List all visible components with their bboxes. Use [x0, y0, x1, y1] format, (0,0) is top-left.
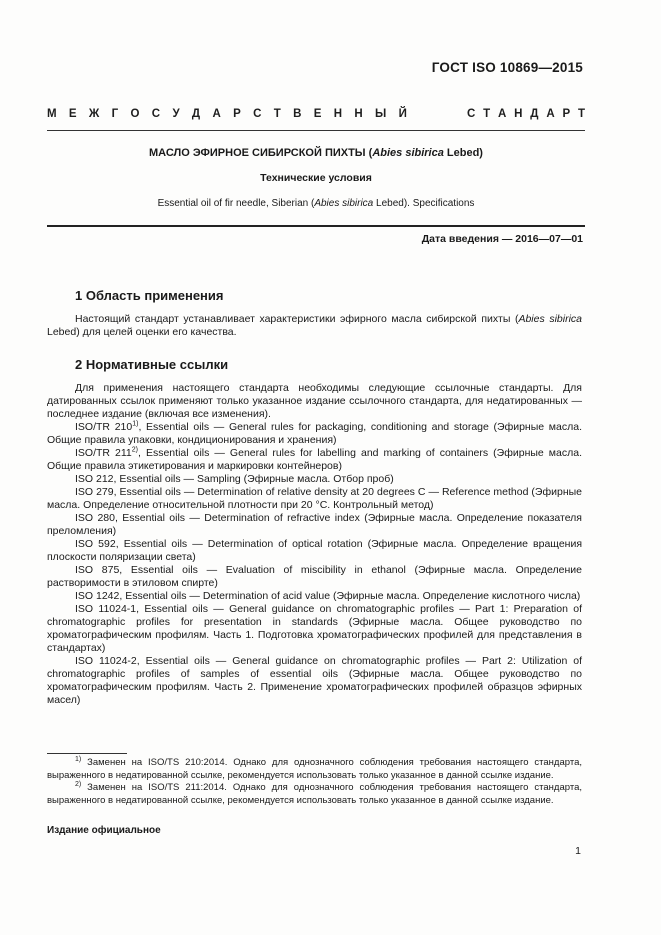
banner-letter: А — [546, 108, 555, 120]
banner-letter: Е — [313, 108, 322, 120]
banner-letter: Ж — [88, 108, 100, 120]
banner-letter: Г — [111, 108, 119, 120]
reference-text: , Essential oils — Determination of acid value (Эфирные масла. Определение кислотного числа) — [119, 590, 581, 602]
header-rule — [47, 130, 585, 131]
document-code: ГОСТ ISO 10869—2015 — [431, 60, 583, 75]
banner-letter: М — [47, 108, 57, 120]
reference-code: ISO 11024-2 — [75, 655, 137, 667]
page-number: 1 — [575, 845, 581, 857]
reference-item — [47, 447, 582, 473]
banner-letter: А — [498, 108, 507, 120]
section-1-text-suffix: Lebed) для целей оценки его качества. — [47, 326, 237, 338]
reference-text: , Essential oils — Sampling (Эфирные масла. Отбор проб) — [113, 473, 394, 485]
banner-letter: Н — [514, 108, 523, 120]
english-title-latin: Abies sibirica — [314, 198, 374, 209]
reference-code: ISO 11024-1 — [75, 603, 137, 615]
english-title-prefix: Essential oil of fir needle, Siberian ( — [157, 198, 315, 209]
banner-letter: Т — [483, 108, 491, 120]
reference-code: ISO 1242 — [75, 590, 120, 602]
banner-letter: Р — [562, 108, 571, 120]
reference-item — [47, 421, 582, 447]
banner-letter: Ы — [375, 108, 387, 120]
reference-text: , Essential oils — Determination of relative density at 20 degrees C — Reference method (Эфирные масла. Определение относительной плотности при 20 °C. Контрольный метод) — [47, 486, 582, 511]
banner-word-standard — [467, 108, 585, 120]
banner-letter: Е — [68, 108, 77, 120]
section-2-body — [47, 382, 582, 707]
reference-item — [47, 512, 582, 538]
reference-item — [47, 564, 582, 590]
reference-footnote-mark: 1) — [132, 420, 139, 428]
banner-letter: С — [467, 108, 476, 120]
banner-letter: Т — [273, 108, 281, 120]
section-2-heading: 2 Нормативные ссылки — [75, 357, 229, 372]
section-1-body — [47, 313, 582, 339]
reference-text: , Essential oils — General guidance on chromatographic profiles — Part 2: Utilization of chromatographic profiles of samples of essential oils (Эфирные масла. Общее руководство по хроматографическим профилям. Часть 2. Применение хроматографических профилей образцов эфирных масел) — [47, 655, 582, 706]
reference-item — [47, 603, 582, 655]
reference-item — [47, 538, 582, 564]
banner-letter: Д — [530, 108, 539, 120]
reference-code: ISO 212 — [75, 473, 114, 485]
section-1-latin: Abies sibirica — [518, 313, 582, 325]
interstate-standard-banner — [47, 108, 585, 120]
footnotes — [47, 757, 582, 807]
footnote-1 — [47, 757, 582, 782]
reference-text: , Essential oils — General rules for labelling and marking of containers (Эфирные масла. Общие правила этикетирования и маркировки контейнеров) — [47, 447, 582, 472]
reference-item — [47, 486, 582, 512]
banner-letter: Д — [191, 108, 201, 120]
title-rule — [47, 225, 585, 227]
reference-item — [47, 590, 582, 603]
section-1-text-prefix: Настоящий стандарт устанавливает характеристики эфирного масла сибирской пихты ( — [75, 313, 519, 325]
banner-letter: О — [130, 108, 140, 120]
title-prefix: МАСЛО ЭФИРНОЕ СИБИРСКОЙ ПИХТЫ ( — [149, 147, 373, 159]
banner-letter: Т — [577, 108, 585, 120]
footnote-mark: 1) — [75, 755, 82, 763]
reference-code: ISO 280 — [75, 512, 115, 524]
banner-letter: Н — [354, 108, 363, 120]
title-latin: Abies sibirica — [372, 147, 444, 159]
reference-code: ISO 279 — [75, 486, 114, 498]
introduction-date: Дата введения — 2016—07—01 — [421, 233, 583, 245]
section-2-intro: Для применения настоящего стандарта необходимы следующие ссылочные стандарты. Для датированных ссылок применяют только указанное издание ссылочного стандарта, для недатированных — последнее издание (включая все изменения). — [47, 382, 582, 420]
reference-item — [47, 655, 582, 707]
english-title-suffix: Lebed). Specifications — [373, 198, 475, 209]
footnote-mark: 2) — [75, 780, 82, 788]
title-suffix: Lebed) — [443, 147, 483, 159]
banner-letter: У — [172, 108, 180, 120]
reference-code: ISO 592 — [75, 538, 116, 550]
normative-references-list — [47, 421, 582, 707]
footnote-text: Заменен на ISO/TS 210:2014. Однако для однозначного соблюдения требования настоящего стандарта, выраженного в недатированной ссылке, рекомендуется использовать только указанное в данной ссылке издание. — [47, 757, 582, 781]
reference-text: , Essential oils — General guidance on chromatographic profiles — Part 1: Preparation of chromatographic profiles for presentation in standards (Эфирные масла. Общее руководство по хроматографическим профилям. Часть 1. Подготовка хроматографических профилей для представления в стандартах) — [47, 603, 582, 654]
section-1-heading: 1 Область применения — [75, 288, 224, 303]
banner-letter: Н — [333, 108, 343, 120]
reference-item — [47, 473, 582, 486]
document-title — [47, 147, 585, 159]
footnote-separator — [47, 753, 127, 754]
banner-letter: Й — [398, 108, 407, 120]
footnote-2 — [47, 782, 582, 807]
reference-text: , Essential oils — Evaluation of miscibility in ethanol (Эфирные масла. Определение растворимости в этиловом спирте) — [47, 564, 582, 589]
document-subtitle: Технические условия — [260, 172, 372, 184]
english-title — [47, 198, 585, 209]
banner-letter: А — [212, 108, 221, 120]
edition-label: Издание официальное — [47, 825, 161, 836]
banner-letter: Р — [233, 108, 241, 120]
banner-letter: С — [151, 108, 161, 120]
banner-letter: С — [253, 108, 262, 120]
banner-word-interstate — [47, 108, 407, 120]
reference-code: ISO/TR 210 — [75, 421, 133, 433]
reference-code: ISO 875 — [75, 564, 120, 576]
reference-footnote-mark: 2) — [131, 446, 139, 454]
reference-text: , Essential oils — General rules for packaging, conditioning and storage (Эфирные масла. Общие правила упаковки, кондиционирования и хранения) — [47, 421, 582, 446]
reference-text: , Essential oils — Determination of optical rotation (Эфирные масла. Определение вращения плоскости поляризации света) — [47, 538, 583, 563]
reference-code: ISO/TR 211 — [75, 447, 132, 459]
banner-letter: В — [293, 108, 302, 120]
footnote-text: Заменен на ISO/TS 211:2014. Однако для однозначного соблюдения требования настоящего стандарта, выраженного в недатированной ссылке, рекомендуется использовать только указанное в данной ссылке издание. — [47, 782, 582, 806]
reference-text: , Essential oils — Determination of refractive index (Эфирные масла. Определение показателя преломления) — [47, 512, 582, 537]
